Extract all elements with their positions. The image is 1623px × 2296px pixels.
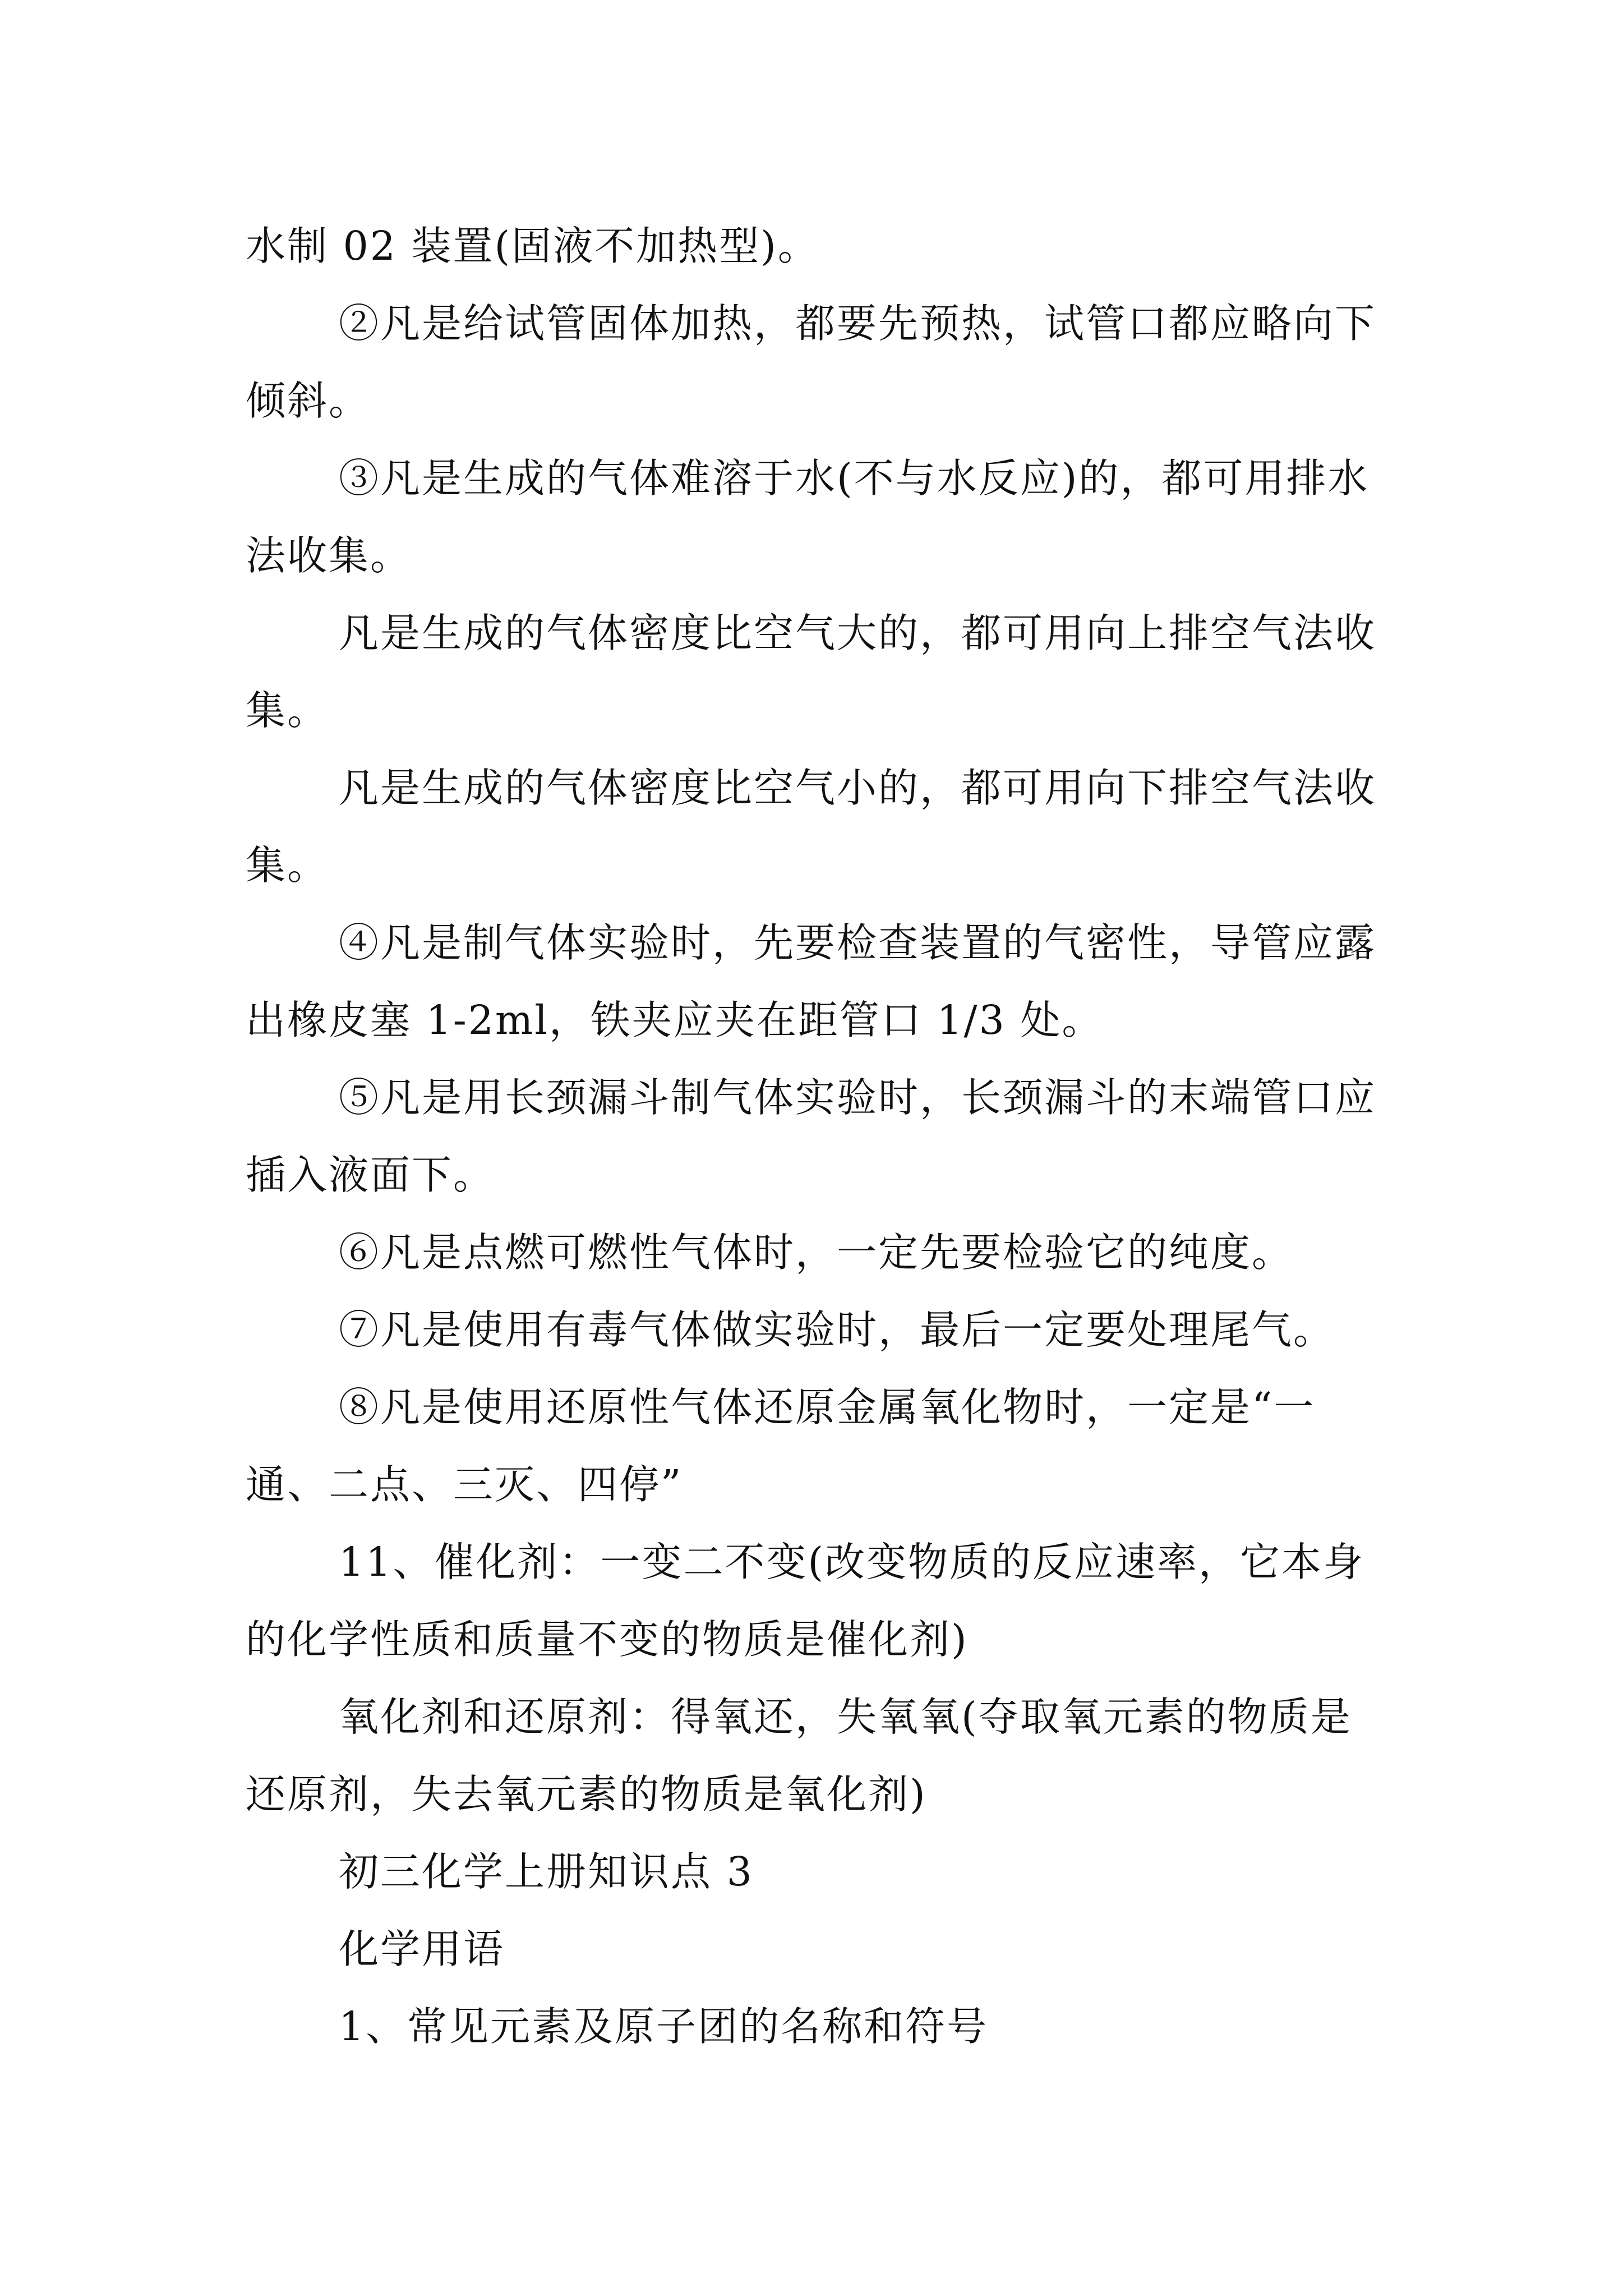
paragraph-1: 水制 02 装置(固液不加热型)。: [246, 223, 819, 269]
paragraph-6: ④凡是制气体实验时，先要检查装置的气密性，导管应露出橡皮塞 1-2ml，铁夹应夹在距管口 1/3 处。: [246, 919, 1377, 1043]
paragraph-10: ⑧凡是使用还原性气体还原金属氧化物时，一定是“一通、二点、三灭、四停”: [246, 1384, 1316, 1508]
subheading: 化学用语: [339, 1926, 505, 1972]
paragraph-5: 凡是生成的气体密度比空气小的，都可用向下排空气法收集。: [246, 765, 1377, 889]
paragraph-7: ⑤凡是用长颈漏斗制气体实验时，长颈漏斗的末端管口应插入液面下。: [246, 1074, 1377, 1198]
list-item-1: 1、常见元素及原子团的名称和符号: [339, 2003, 989, 2050]
paragraph-12: 氧化剂和还原剂：得氧还，失氧氧(夺取氧元素的物质是还原剂，失去氧元素的物质是氧化剂): [246, 1694, 1352, 1818]
section-heading: 初三化学上册知识点 3: [339, 1848, 754, 1895]
paragraph-4: 凡是生成的气体密度比空气大的，都可用向上排空气法收集。: [246, 610, 1377, 734]
paragraph-8: ⑥凡是点燃可燃性气体时，一定先要检验它的纯度。: [339, 1229, 1294, 1276]
paragraph-3: ③凡是生成的气体难溶于水(不与水反应)的，都可用排水法收集。: [246, 455, 1370, 579]
paragraph-11: 11、催化剂：一变二不变(改变物质的反应速率，它本身的化学性质和质量不变的物质是催化剂): [246, 1539, 1365, 1663]
paragraph-9: ⑦凡是使用有毒气体做实验时，最后一定要处理尾气。: [339, 1306, 1335, 1353]
document-body: [246, 208, 1384, 2065]
paragraph-2: ②凡是给试管固体加热，都要先预热，试管口都应略向下倾斜。: [246, 300, 1377, 424]
